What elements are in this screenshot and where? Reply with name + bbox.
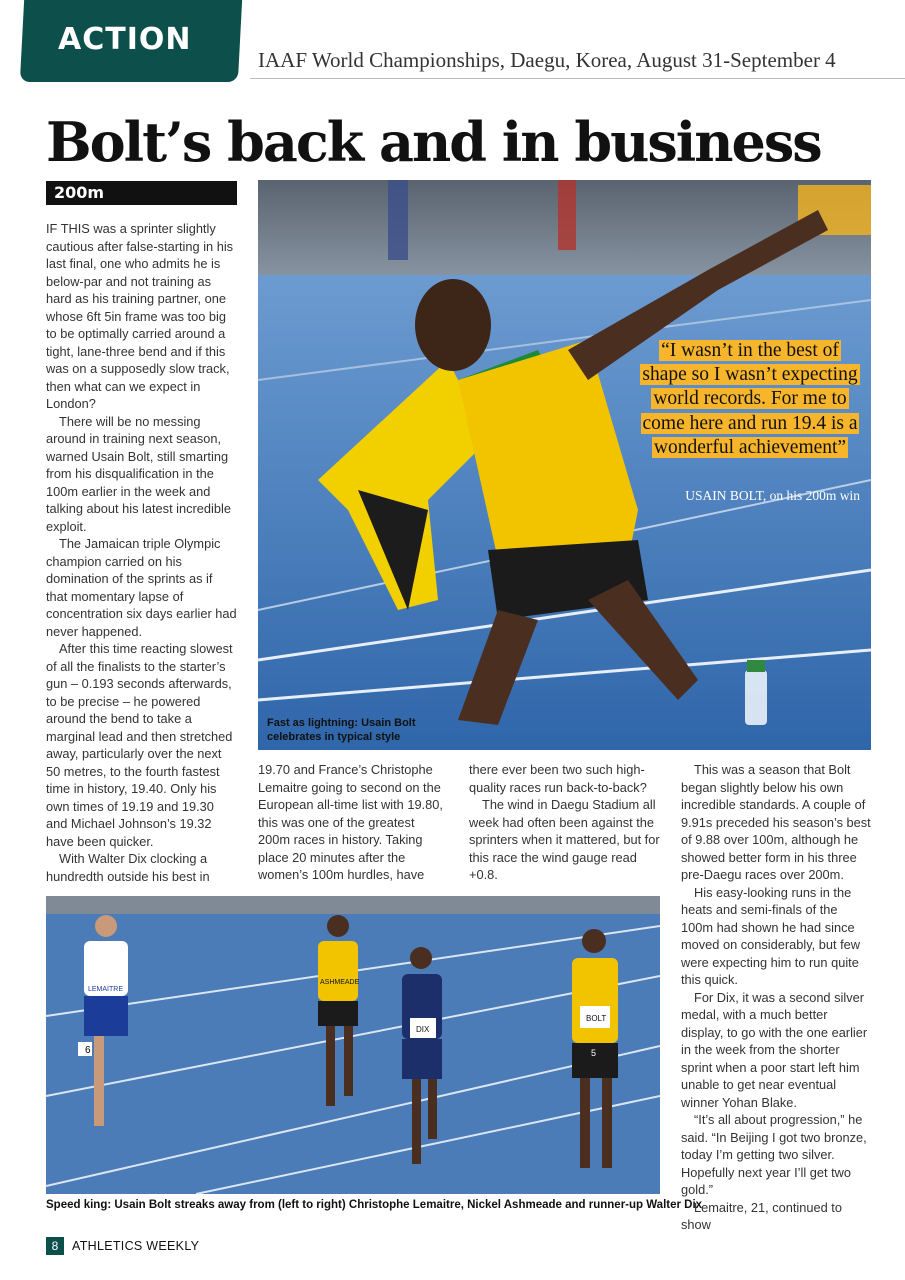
bib-ashmeade: ASHMEADE — [320, 979, 360, 986]
bib-lane-bolt: 5 — [591, 1048, 597, 1058]
article-column-1 — [46, 220, 237, 885]
paragraph: His easy-looking runs in the heats and semi-finals of the 100m had shown he had since moved on considerably, but few were expecting him to run quite this quick. — [681, 884, 861, 987]
headline: Bolt’s back and in business — [46, 110, 821, 174]
photo-200m-race-image — [46, 896, 660, 1194]
paragraph: The Jamaican triple Olympic champion carried on his domination of the sprints as if that momentary lapse of concentration six days earlier had never happened. — [46, 536, 237, 639]
article-column-2 — [258, 761, 450, 884]
photo-bolt-celebrating — [258, 180, 871, 750]
bib-lemaitre: LEMAITRE — [88, 986, 124, 993]
photo-200m-race — [46, 896, 660, 1194]
paragraph: With Walter Dix clocking a hundredth outside his best in — [46, 851, 210, 884]
paragraph: there ever been two such high-quality races run back-to-back? — [469, 762, 647, 795]
article-column-4 — [681, 761, 871, 1234]
paragraph: There will be no messing around in training next season, warned Usain Bolt, still smarting from his disqualification in the 100m earlier in the week and talking about his latest incredible exploit. — [46, 413, 231, 534]
section-label: ACTION — [58, 22, 192, 57]
header-rule — [250, 78, 905, 79]
bib-lane-lemaitre: 6 — [85, 1045, 91, 1056]
bib-bolt: BOLT — [586, 1014, 607, 1023]
pull-quote-text: “I wasn’t in the best of shape so I wasn’t expecting world records. For me to come here and run 19.4 is a wonderful achievement” — [642, 340, 858, 458]
event-line: IAAF World Championships, Daegu, Korea, August 31-September 4 — [258, 48, 836, 72]
paragraph: IF THIS was a sprinter slightly cautious after false-starting in his last final, one who admits he is below-par and not training as hard as his training partner, one whose 6ft 5in frame was too big to be optimally carried around a tight, lane-three bend and if this was on a supposedly slow track, then what can we expect in London? — [46, 221, 234, 411]
article-column-3 — [469, 761, 661, 884]
paragraph: For Dix, it was a second silver medal, with a much better display, to go with the one earlier in the week from the shorter sprint when a poor start left him unable to get near eventual winner Yohan Blake. — [681, 989, 868, 1110]
photo-bolt-celebrating-image — [258, 180, 871, 750]
page-number: 8 — [46, 1237, 64, 1255]
pull-quote — [640, 339, 860, 460]
paragraph: 19.70 and France’s Christophe Lemaitre going to second on the European all-time list with 19.80, this was one of the greatest 200m races in history. Taking place 20 minutes after the women’s 100m hurdles, have — [258, 762, 443, 882]
paragraph: This was a season that Bolt began slightly below his own incredible standards. A couple of 9.91s preceded his season’s best of 9.88 over 100m, although he showed better form in his three pre-Daegu races over 200m. — [681, 762, 871, 882]
photo-caption-bottom: Speed king: Usain Bolt streaks away from (left to right) Christophe Lemaitre, Nickel Ashmeade and runner-up Walter Dix — [46, 1199, 703, 1211]
pull-quote-source: USAIN BOLT, on his 200m win — [685, 488, 860, 503]
magazine-name: ATHLETICS WEEKLY — [72, 1239, 200, 1253]
paragraph: Lemaitre, 21, continued to show — [681, 1199, 842, 1232]
paragraph: After this time reacting slowest of all the finalists to the starter’s gun – 0.193 seconds afterwards, to be precise – he powered around the bend to take a marginal lead and then stretched away, particularly over the next 50 metres, to the fourth fastest time in history, 19.40. Only his own times of 19.19 and 19.30 and Michael Johnson’s 19.32 have been quicker. — [46, 641, 233, 849]
event-tag: 200m — [46, 181, 237, 205]
paragraph: “It’s all about progression,” he said. “In Beijing I got two bronze, today I’m getting two silver. Hopefully next year I’ll get two gold.” — [681, 1112, 867, 1197]
photo-caption-main: Fast as lightning: Usain Bolt celebrates in typical style — [267, 717, 416, 743]
bib-dix: DIX — [416, 1025, 430, 1034]
paragraph: The wind in Daegu Stadium all week had often been against the sprinters when it mattered, but for this race the wind gauge read +0.8. — [469, 797, 660, 882]
